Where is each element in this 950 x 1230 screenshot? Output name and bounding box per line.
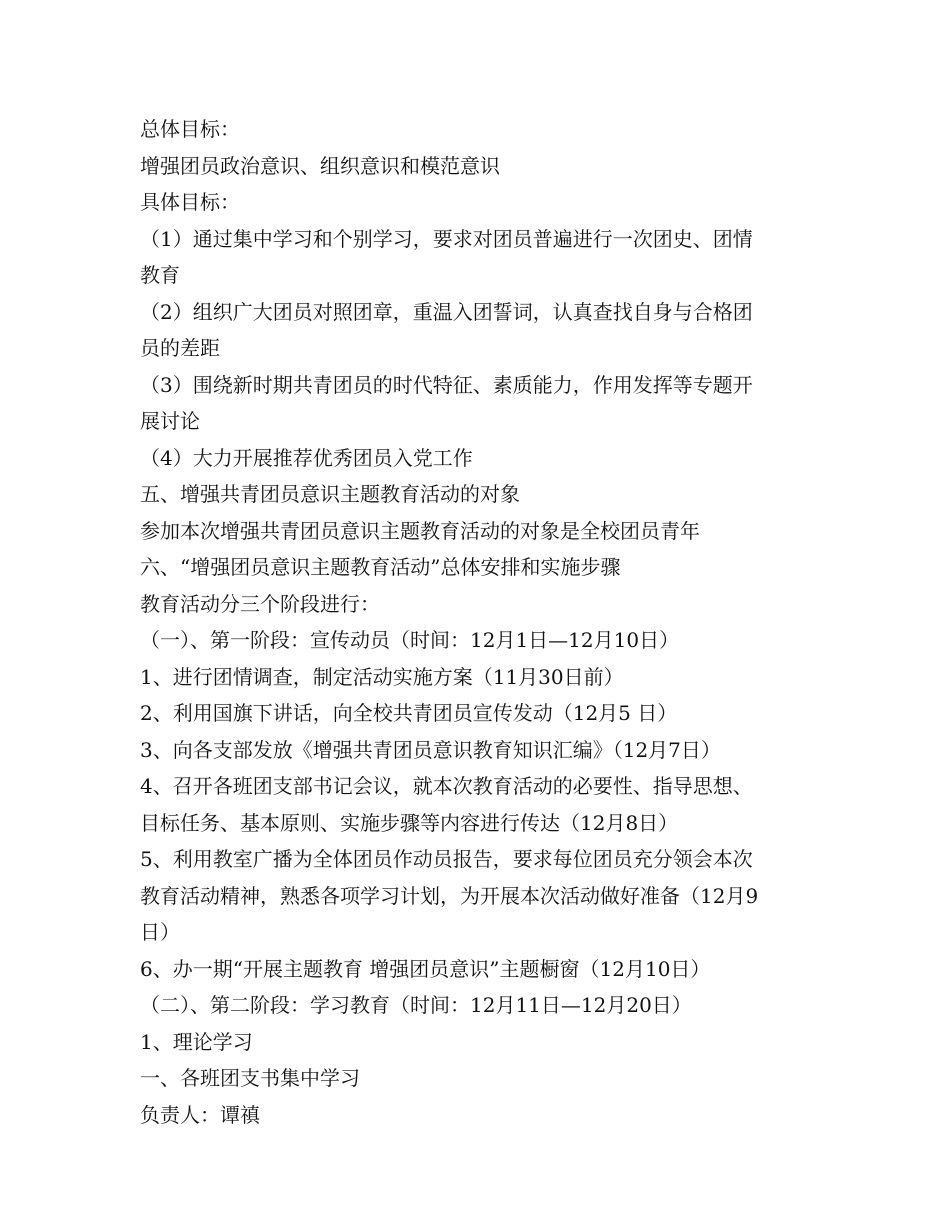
text-line: （4）大力开展推荐优秀团员入党工作 [140,445,473,470]
text-line: 员的差距 [140,336,220,360]
text-line: 1、理论学习 [140,1029,253,1054]
section-heading: 五、增强共青团员意识主题教育活动的对象 [140,482,520,506]
text-line: 一、各班团支书集中学习 [140,1066,360,1090]
text-line: 目标任务、基本原则、实施步骤等内容进行传达（12月8日） [140,810,679,835]
text-line: （1）通过集中学习和个别学习，要求对团员普遍进行一次团史、团情 [140,226,753,251]
text-line: 具体目标： [140,190,240,214]
text-line: 负责人：谭禛 [140,1102,260,1127]
document-body [140,111,830,1133]
text-line: 教育活动分三个阶段进行： [140,591,380,616]
text-line: 1、进行团情调查，制定活动实施方案（11月30日前） [140,664,624,689]
text-line: （2）组织广大团员对照团章，重温入团誓词，认真查找自身与合格团 [140,299,753,324]
text-line: 4、召开各班团支部书记会议，就本次教育活动的必要性、指导思想、 [140,774,753,798]
text-line: 6、办一期“开展主题教育 增强团员意识”主题橱窗（12月10日） [140,956,711,981]
text-line: 教育活动精神，熟悉各项学习计划，为开展本次活动做好准备（12月9 [140,883,759,908]
text-line: 增强团员政治意识、组织意识和模范意识 [140,153,500,178]
text-line: 参加本次增强共青团员意识主题教育活动的对象是全校团员青年 [140,518,700,543]
phase-heading: （二）、第二阶段：学习教育（时间：12月11日—12月20日） [140,993,692,1017]
text-line: 日） [140,920,180,944]
section-heading: 六、“增强团员意识主题教育活动”总体安排和实施步骤 [140,555,621,579]
text-line: 2、利用国旗下讲话，向全校共青团员宣传发动（12月5 日） [140,701,678,725]
text-line: 总体目标： [140,117,240,141]
text-line: 教育 [140,263,180,287]
text-line: （3）围绕新时期共青团员的时代特征、素质能力，作用发挥等专题开 [140,372,753,397]
phase-heading: （一）、第一阶段：宣传动员（时间：12月1日—12月10日） [140,628,680,652]
text-line: 3、向各支部发放《增强共青团员意识教育知识汇编》（12月7日） [140,737,721,762]
text-line: 5、利用教室广播为全体团员作动员报告，要求每位团员充分领会本次 [140,847,753,871]
text-line: 展讨论 [140,409,200,433]
